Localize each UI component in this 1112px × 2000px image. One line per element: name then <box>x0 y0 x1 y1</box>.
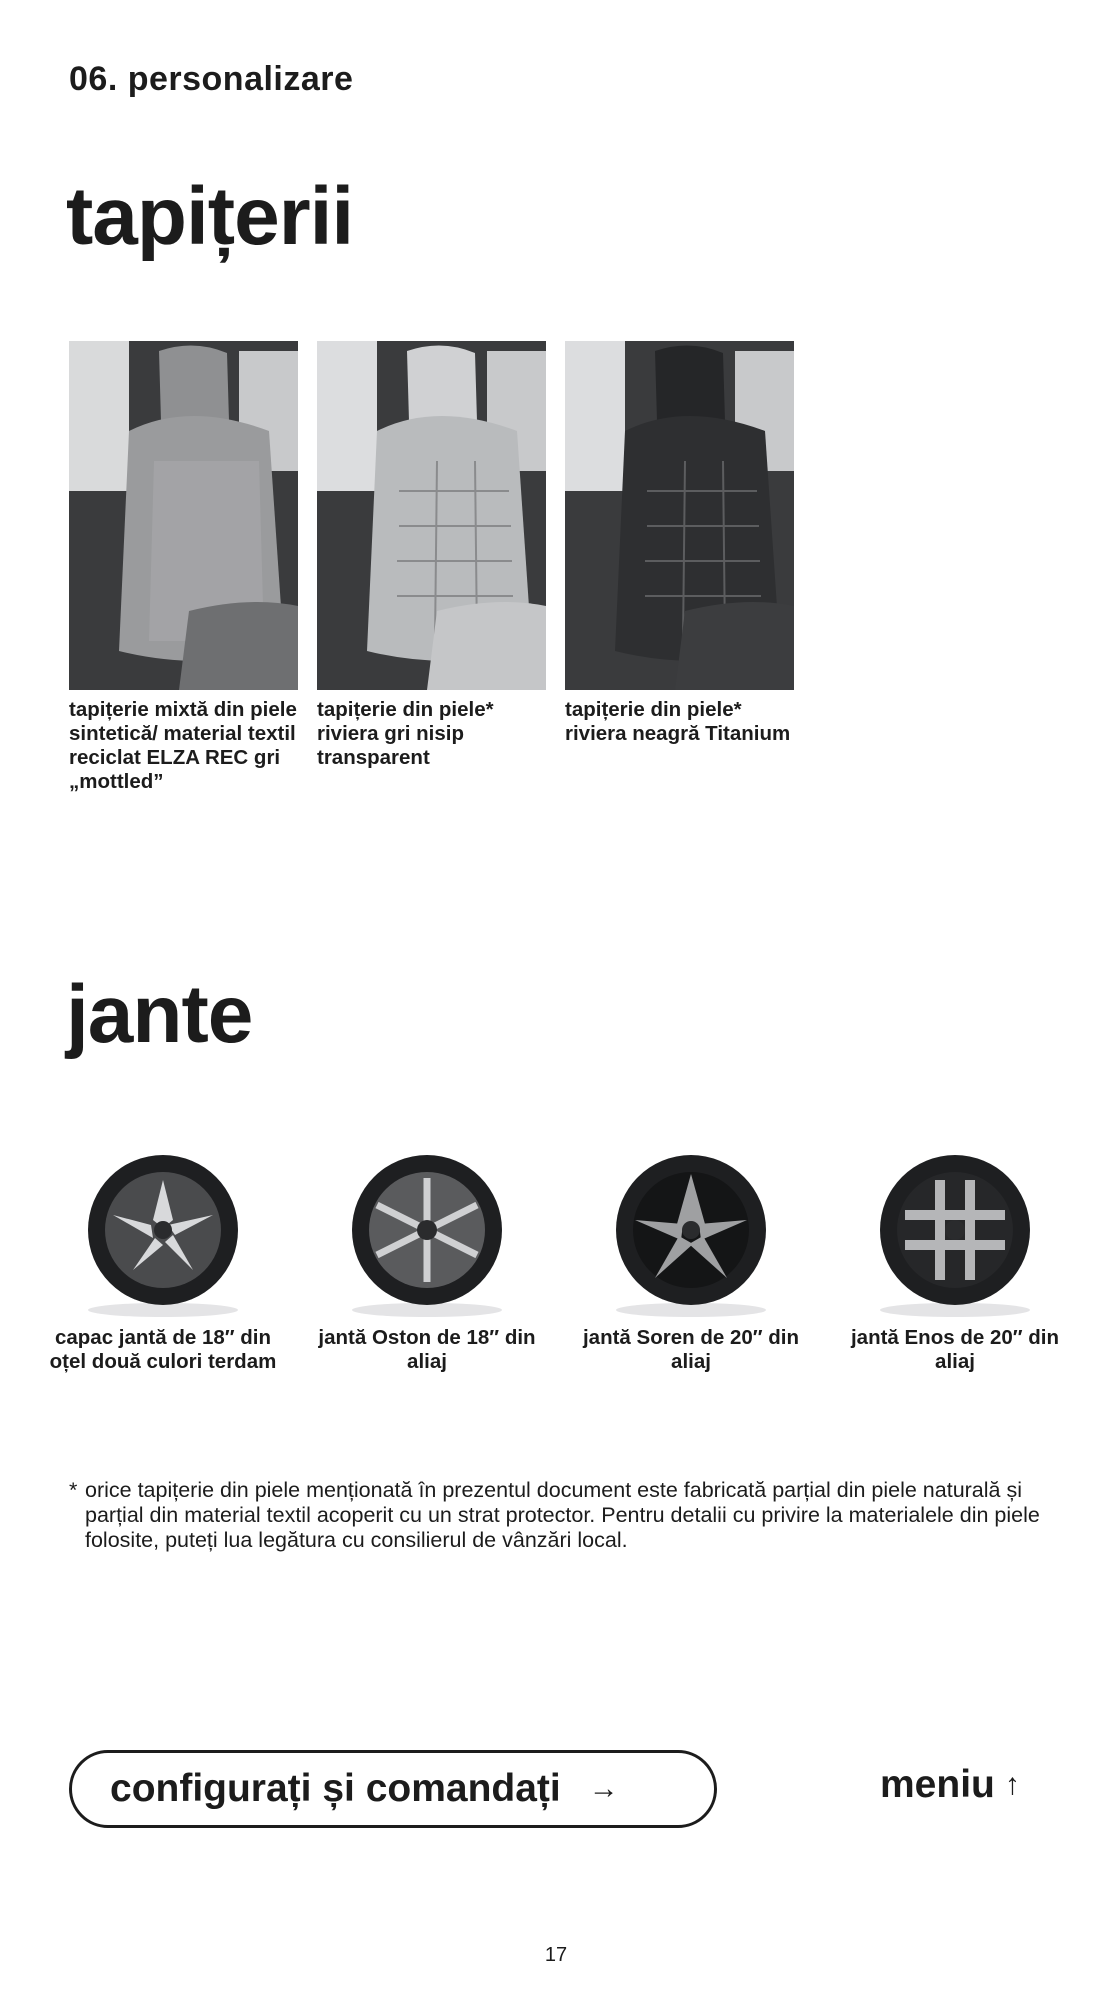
upholstery-option[interactable] <box>565 341 794 746</box>
wheel-oston-icon <box>337 1150 517 1320</box>
section-label: 06. personalizare <box>69 60 354 98</box>
wheel-cover-terdam-icon <box>73 1150 253 1320</box>
configure-button-label: configurați și comandați <box>110 1767 561 1810</box>
upholstery-caption: tapițerie din piele* riviera neagră Titanium <box>565 698 791 745</box>
footnote-text: orice tapițerie din piele menționată în prezentul document este fabricată parțial din piele naturală și parțial din material textil acoperit cu un strat protector. Pentru detalii cu privire la materialele din piele folosite, puteți lua legătura cu consilierul de vânzări local. <box>85 1478 1040 1552</box>
menu-link[interactable] <box>880 1763 1020 1807</box>
wheel-option[interactable] <box>835 1150 1075 1374</box>
configure-and-order-button[interactable] <box>69 1750 717 1828</box>
wheel-option[interactable] <box>43 1150 283 1374</box>
menu-link-label: meniu <box>880 1763 995 1806</box>
wheel-option[interactable] <box>571 1150 811 1374</box>
upholstery-caption: tapițerie mixtă din piele sintetică/ material textil reciclat ELZA REC gri „mottled” <box>69 698 297 793</box>
wheel-caption: jantă Enos de 20″ din aliaj <box>850 1326 1060 1373</box>
upholstery-option[interactable] <box>317 341 546 770</box>
arrow-right-icon: → <box>588 1772 619 1805</box>
wheel-caption: capac jantă de 18″ din oțel două culori terdam <box>49 1326 277 1373</box>
wheel-soren-icon <box>601 1150 781 1320</box>
seat-leather-sand-grey-image <box>317 341 546 690</box>
wheels-heading: jante <box>66 969 253 1060</box>
upholstery-option[interactable] <box>69 341 298 794</box>
wheel-caption: jantă Soren de 20″ din aliaj <box>582 1326 799 1373</box>
footnote-marker: * <box>69 1478 78 1502</box>
arrow-up-icon: ↑ <box>1004 1768 1020 1801</box>
upholstery-caption: tapițerie din piele* riviera gri nisip transparent <box>317 698 494 769</box>
wheel-option[interactable] <box>307 1150 547 1374</box>
wheel-enos-icon <box>865 1150 1045 1320</box>
footnote <box>69 1478 1059 1553</box>
seat-leather-black-image <box>565 341 794 690</box>
upholstery-heading: tapițerii <box>66 171 354 262</box>
page-number: 17 <box>544 1944 568 1966</box>
seat-fabric-grey-image <box>69 341 298 690</box>
wheel-caption: jantă Oston de 18″ din aliaj <box>318 1326 536 1373</box>
